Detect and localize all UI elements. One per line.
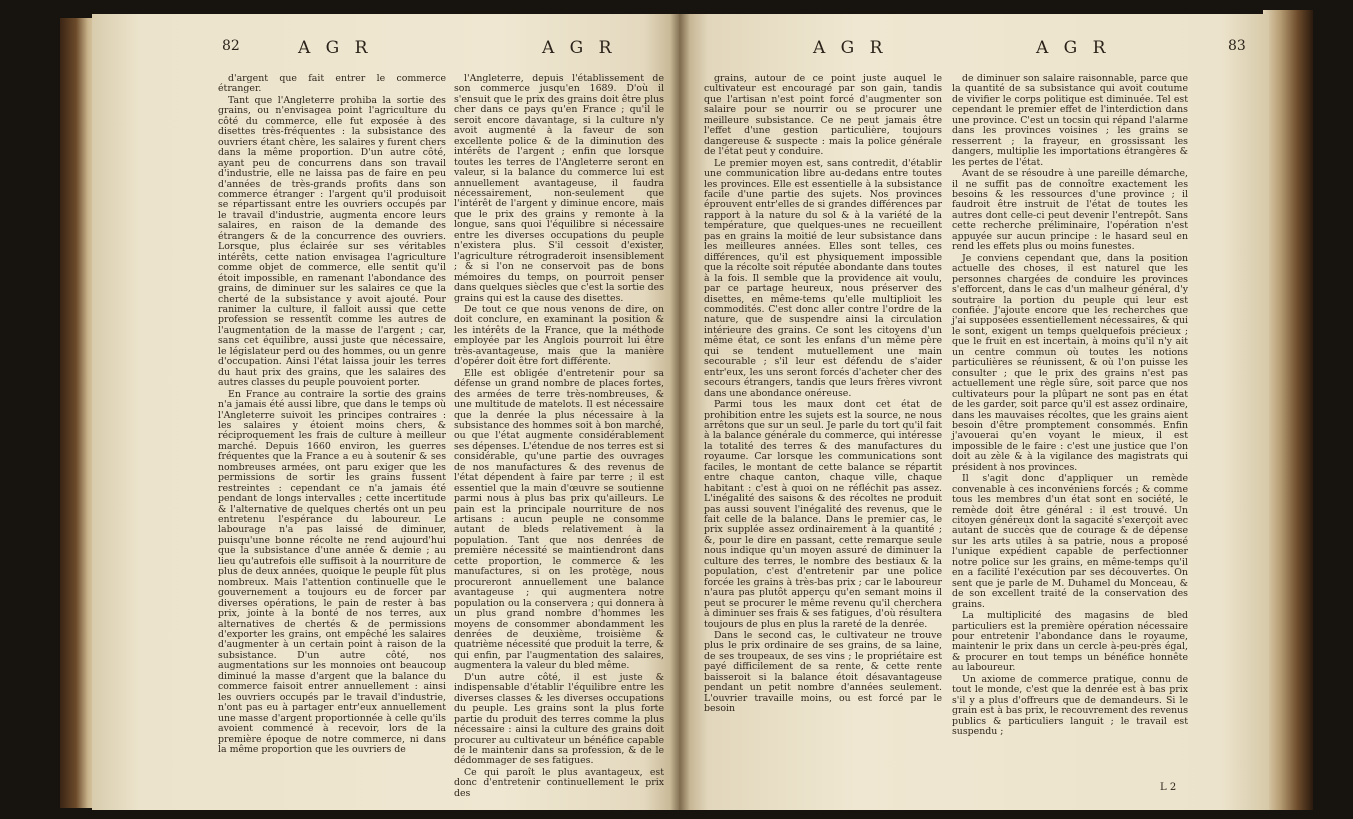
right-column-2 <box>952 74 1188 774</box>
signature-mark: L 2 <box>1160 782 1177 793</box>
paragraph: Un axiome de commerce pratique, connu de tout le monde, c'est que la denrée est à bas prix s'il y a plus d'offreurs que de demandeurs. Si le grain est à bas prix, le recouvrement des revenus publics & particuliers languit ; le travail est suspendu ; <box>952 673 1189 738</box>
left-running-head-1: A G R <box>298 38 373 58</box>
left-column-2 <box>454 73 664 799</box>
paragraph: Ce qui paroît le plus avantageux, est donc d'entretenir continuellement le prix des <box>454 766 664 799</box>
paragraph: Avant de se résoudre à une pareille démarche, il ne suffit pas de connoître exactement les besoins & les ressources d'une province ; il faudroit être instruit de l'état de toutes les autres dont celle-ci peut devenir l'entrepôt. Sans cette recherche préliminaire, l'opération n'est appuyée sur aucun principe : le hasard seul en rend les effets plus ou moins funestes. <box>952 168 1188 253</box>
book-gutter <box>670 14 690 810</box>
paragraph: La multiplicité des magasins de bled particuliers est la première opération nécessaire pour entretenir l'abondance dans le royaume, maintenir le prix dans un cercle à-peu-près égal, & procurer en tout temps un bénéfice honnête au laboureur. <box>952 610 1188 674</box>
paragraph: Dans le second cas, le cultivateur ne trouve plus le prix ordinaire de ses grains, de sa laine, de ses troupeaux, de ses vins ; le propriétaire est payé difficilement de sa rente, & cette rente baisseroit si la balance étoit désavantageuse pendant un petit nombre d'années seulement. L'ouvrier travaille moins, ou est forcé par le besoin <box>704 630 942 715</box>
paragraph: Parmi tous les maux dont cet état de prohibition entre les sujets est la source, ne nous arrêtons que sur un seul. Je parle du tort qu'il fait à la balance générale du commerce, qui intéresse la totalité des terres & des manufactures du royaume. Car lorsque les communications sont faciles, le montant de cette balance se répartit entre chaque canton, chaque ville, chaque habitant : c'est à quoi on ne réfléchit pas assez. L'inégalité des saisons & des récoltes ne produit pas aussi souvent l'inégalité des revenus, que le fait celle de la balance. Dans le premier cas, le prix supplée assez ordinairement à la quantité ; &, pour le dire en passant, cette remarque seule nous indique qu'un moyen assuré de diminuer la culture des terres, le nombre des bestiaux & la population, c'est d'entretenir par une police forcée les grains à très-bas prix ; car le laboureur n'aura pas plutôt apperçu qu'en semant moins il peut se procurer le même revenu qu'il cherchera à diminuer ses frais & ses fatigues, d'où résultera toujours de plus en plus la rareté de la denrée. <box>704 399 942 630</box>
right-page-edges <box>1263 10 1313 810</box>
right-column-1 <box>704 74 942 774</box>
paragraph: l'Angleterre, depuis l'établissement de son commerce jusqu'en 1689. D'où il s'ensuit que le prix des grains doit être plus cher dans ce pays qu'en France ; qu'il le seroit encore davantage, si la culture n'y avoit augmenté à la faveur de son excellente police & de la diminution des intérêts de l'argent ; enfin que lorsque toutes les terres de l'Angleterre seront en valeur, si la balance du commerce lui est annuellement avantageuse, il faudra nécessairement, non-seulement que l'intérêt de l'argent y diminue encore, mais que le prix des grains y remonte à la longue, sans quoi l'équilibre si nécessaire entre les diverses occupations du peuple n'existera plus. S'il cessoit d'exister, l'agriculture rétrograderoit insensiblement ; & si l'on ne conservoit pas de bons mémoires du temps, on pourroit penser dans quelques siècles que c'est la sortie des grains qui est la cause des disettes. <box>454 73 664 304</box>
paragraph: Elle est obligée d'entretenir pour sa défense un grand nombre de places fortes, des armées de terre très-nombreuses, & une multitude de matelots. Il est nécessaire que la denrée la plus nécessaire à la subsistance des hommes soit à bon marché, ou que l'état augmente considérablement ses dépenses. L'étendue de nos terres est si considérable, qu'une partie des ouvrages de nos manufactures & des revenus de l'état dépendent à faire par terre ; il est essentiel que la main d'œuvre se soutienne parmi nous à plus bas prix qu'ailleurs. Le pain est la principale nourriture de nos artisans : aucun peuple ne consomme autant de bleds relativement à la population. Tant que nos denrées de première nécessité se maintiendront dans cette proportion, le commerce & les manufactures, si on les protège, nous procureront annuellement une balance avantageuse ; qui augmentera notre population ou la conservera ; qui donnera à un plus grand nombre d'hommes les moyens de consommer abondamment les denrées de deuxième, troisième & quatrième nécessité que produit la terre, & qui enfin, par l'augmentation des salaires, augmentera la valeur du bled même. <box>454 367 664 672</box>
paragraph: Il s'agit donc d'appliquer un remède convenable à ces inconvéniens forcés ; & comme tous les membres d'un état sont en société, le remède doit être général : il est trouvé. Un citoyen généreux dont la sagacité s'exerçoit avec autant de succès que de courage & de dépense sur les arts utiles à sa patrie, nous a proposé l'unique expédient capable de perfectionner notre police sur les grains, en même-temps qu'il en a facilité l'exécution par ses découvertes. On sent que je parle de M. Duhamel du Monceau, & de son excellent traité de la conservation des grains. <box>952 473 1188 610</box>
paragraph: de diminuer son salaire raisonnable, parce que la quantité de sa subsistance qui avoit coutume de vivifier le corps politique est diminuée. Tel est cependant le premier effet de l'interdiction dans une province. C'est un tocsin qui répand l'alarme dans les provinces voisines ; les grains se resserrent ; la frayeur, en grossissant les dangers, multiplie les importations étrangères & les pertes de l'état. <box>952 73 1188 168</box>
right-page-number: 83 <box>1228 38 1246 54</box>
left-page-number: 82 <box>222 38 240 54</box>
paragraph: Je conviens cependant que, dans la position actuelle des choses, il est naturel que les personnes chargées de conduire les provinces s'efforcent, dans le cas d'un malheur général, d'y soutraire la portion du peuple qui leur est confiée. J'ajoute encore que les recherches que j'ai supposées essentiellement nécessaires, & qui le sont, exigent un temps quelquefois précieux ; que le fruit en est incertain, à moins qu'il n'y ait un centre commun où toutes les notions particulières se réunissent, & où l'on puisse les consulter ; que le prix des grains n'est pas actuellement une règle sûre, soit parce que nos cultivateurs pour la plûpart ne sont pas en état de les garder, soit parce qu'il est assez ordinaire, dans les mauvaises récoltes, que les grains aient besoin d'être promptement consommés. Enfin j'avouerai qu'en voyant le mieux, il est impossible de le faire : c'est une justice que l'on doit au zèle & à la vigilance des magistrats qui président à nos provinces. <box>952 252 1188 473</box>
right-running-head-1: A G R <box>813 38 888 58</box>
left-running-head-2: A G R <box>542 38 617 58</box>
right-running-head-2: A G R <box>1036 38 1111 58</box>
paragraph: grains, autour de ce point juste auquel le cultivateur est encouragé par son gain, tandis que l'artisan n'est point forcé d'augmenter son salaire pour se nourrir ou se procurer une meilleure subsistance. Ce ne peut jamais être l'effet d'une gestion particulière, toujours dangereuse & suspecte : mais la police générale de l'état peut y conduire. <box>704 73 942 158</box>
paragraph: Le premier moyen est, sans contredit, d'établir une communication libre au-dedans entre toutes les provinces. Elle est essentielle à la subsistance facile d'une partie des sujets. Nos provinces éprouvent entr'elles de si grandes différences par rapport à la nature du sol & à la variété de la température, que quelques-unes ne recueillent pas en grains la moitié de leur subsistance dans les meilleures années. Elles sont telles, ces différences, qu'il est physiquement impossible que la récolte soit réputée abondante dans toutes à la fois. Il semble que la providence ait voulu, par ce partage heureux, nous préserver des disettes, en même-tems qu'elle multiplioit les commodités. C'est donc aller contre l'ordre de la nature, que de suspendre ainsi la circulation intérieure des grains. Ce sont les citoyens d'un même état, ce sont les enfans d'un même père qui se tendent mutuellement une main secourable ; s'il leur est défendu de s'aider entr'eux, les uns seront forcés d'acheter cher des secours étrangers, tandis que leurs frères vivront dans une abondance onéreuse. <box>704 157 942 399</box>
paragraph: De tout ce que nous venons de dire, on doit conclure, en examinant la position & les intérêts de la France, que la méthode employée par les Anglois pourroit lui être très-avantageuse, mais que la manière d'opérer doit être fort différente. <box>454 303 664 368</box>
left-column-1 <box>218 74 446 774</box>
paragraph: En France au contraire la sortie des grains n'a jamais été aussi libre, que dans le temps où l'Angleterre suivoit les principes contraires : les salaires y étoient moins chers, & réciproquement les frais de culture à meilleur marché. Depuis 1660 environ, les guerres fréquentes que la France a eu à soutenir & ses nombreuses armées, ont paru exiger que les permissions de sortir les grains fussent restreintes : cependant ce n'a jamais été pendant de longs intervalles ; cette incertitude & l'alternative de quelques chertés ont un peu entretenu l'espérance du laboureur. Le labourage n'a pas laissé de diminuer, puisqu'une bonne récolte ne rend aujourd'hui que la subsistance d'une année & demie ; au lieu qu'autrefois elle suffisoit à la nourriture de plus de deux années, quoique le peuple fût plus nombreux. Mais l'attention continuelle que le gouvernement a toujours eu de forcer par diverses opérations, le pain de rester à bas prix, jointe à la bonté de nos terres, aux alternatives de chertés & de permissions d'exporter les grains, ont empêché les salaires d'augmenter à un certain point à raison de la subsistance. D'un autre côté, nos augmentations sur les monnoies ont beaucoup diminué la masse d'argent que la balance du commerce faisoit entrer annuellement : ainsi les ouvriers occupés par le travail d'industrie, n'ont pas eu à partager entr'eux annuellement une masse d'argent proportionnée à celle qu'ils avoient commencé à recevoir, lors de la première époque de notre commerce, ni dans la même proportion que les ouvriers de <box>218 388 446 755</box>
paragraph: D'un autre côté, il est juste & indispensable d'établir l'équilibre entre les diverses classes & les diverses occupations du peuple. Les grains sont la plus forte partie du produit des terres comme la plus nécessaire : ainsi la culture des grains doit procurer au cultivateur un bénéfice capable de le maintenir dans sa profession, & de le dédommager de ses fatigues. <box>454 671 664 767</box>
paragraph: Tant que l'Angleterre prohiba la sortie des grains, ou n'envisagea point l'agriculture du côté du commerce, elle fut exposée à des disettes très-fréquentes : la subsistance des ouvriers étant chère, les salaires y furent chers dans la même proportion. D'un autre côté, ayant peu de concurrens dans son travail d'industrie, elle ne laissa pas de faire en peu d'années de très-grands profits dans son commerce étranger : l'argent qu'il produisoit se répartissant entre les ouvriers occupés par le travail d'industrie, augmenta encore leurs salaires, en raison de la demande des étrangers & de la concurrence des ouvriers. Lorsque, plus éclairée sur ses véritables intérêts, cette nation envisagea l'agriculture comme objet de commerce, elle sentit qu'il étoit impossible, en ramenant l'abondance des grains, de diminuer sur les salaires ce que la cherté de la subsistance y avoit ajouté. Pour ranimer la culture, il falloit aussi que cette profession se ressentît comme les autres de l'augmentation de la masse de l'argent ; car, sans cet équilibre, aussi juste que nécessaire, le législateur perd ou des hommes, ou un genre d'occupation. Ainsi l'état laissa jouir les terres du haut prix des grains, que les salaires des autres classes du peuple pouvoient porter. <box>218 94 446 389</box>
paragraph: d'argent que fait entrer le commerce étranger. <box>218 73 446 95</box>
